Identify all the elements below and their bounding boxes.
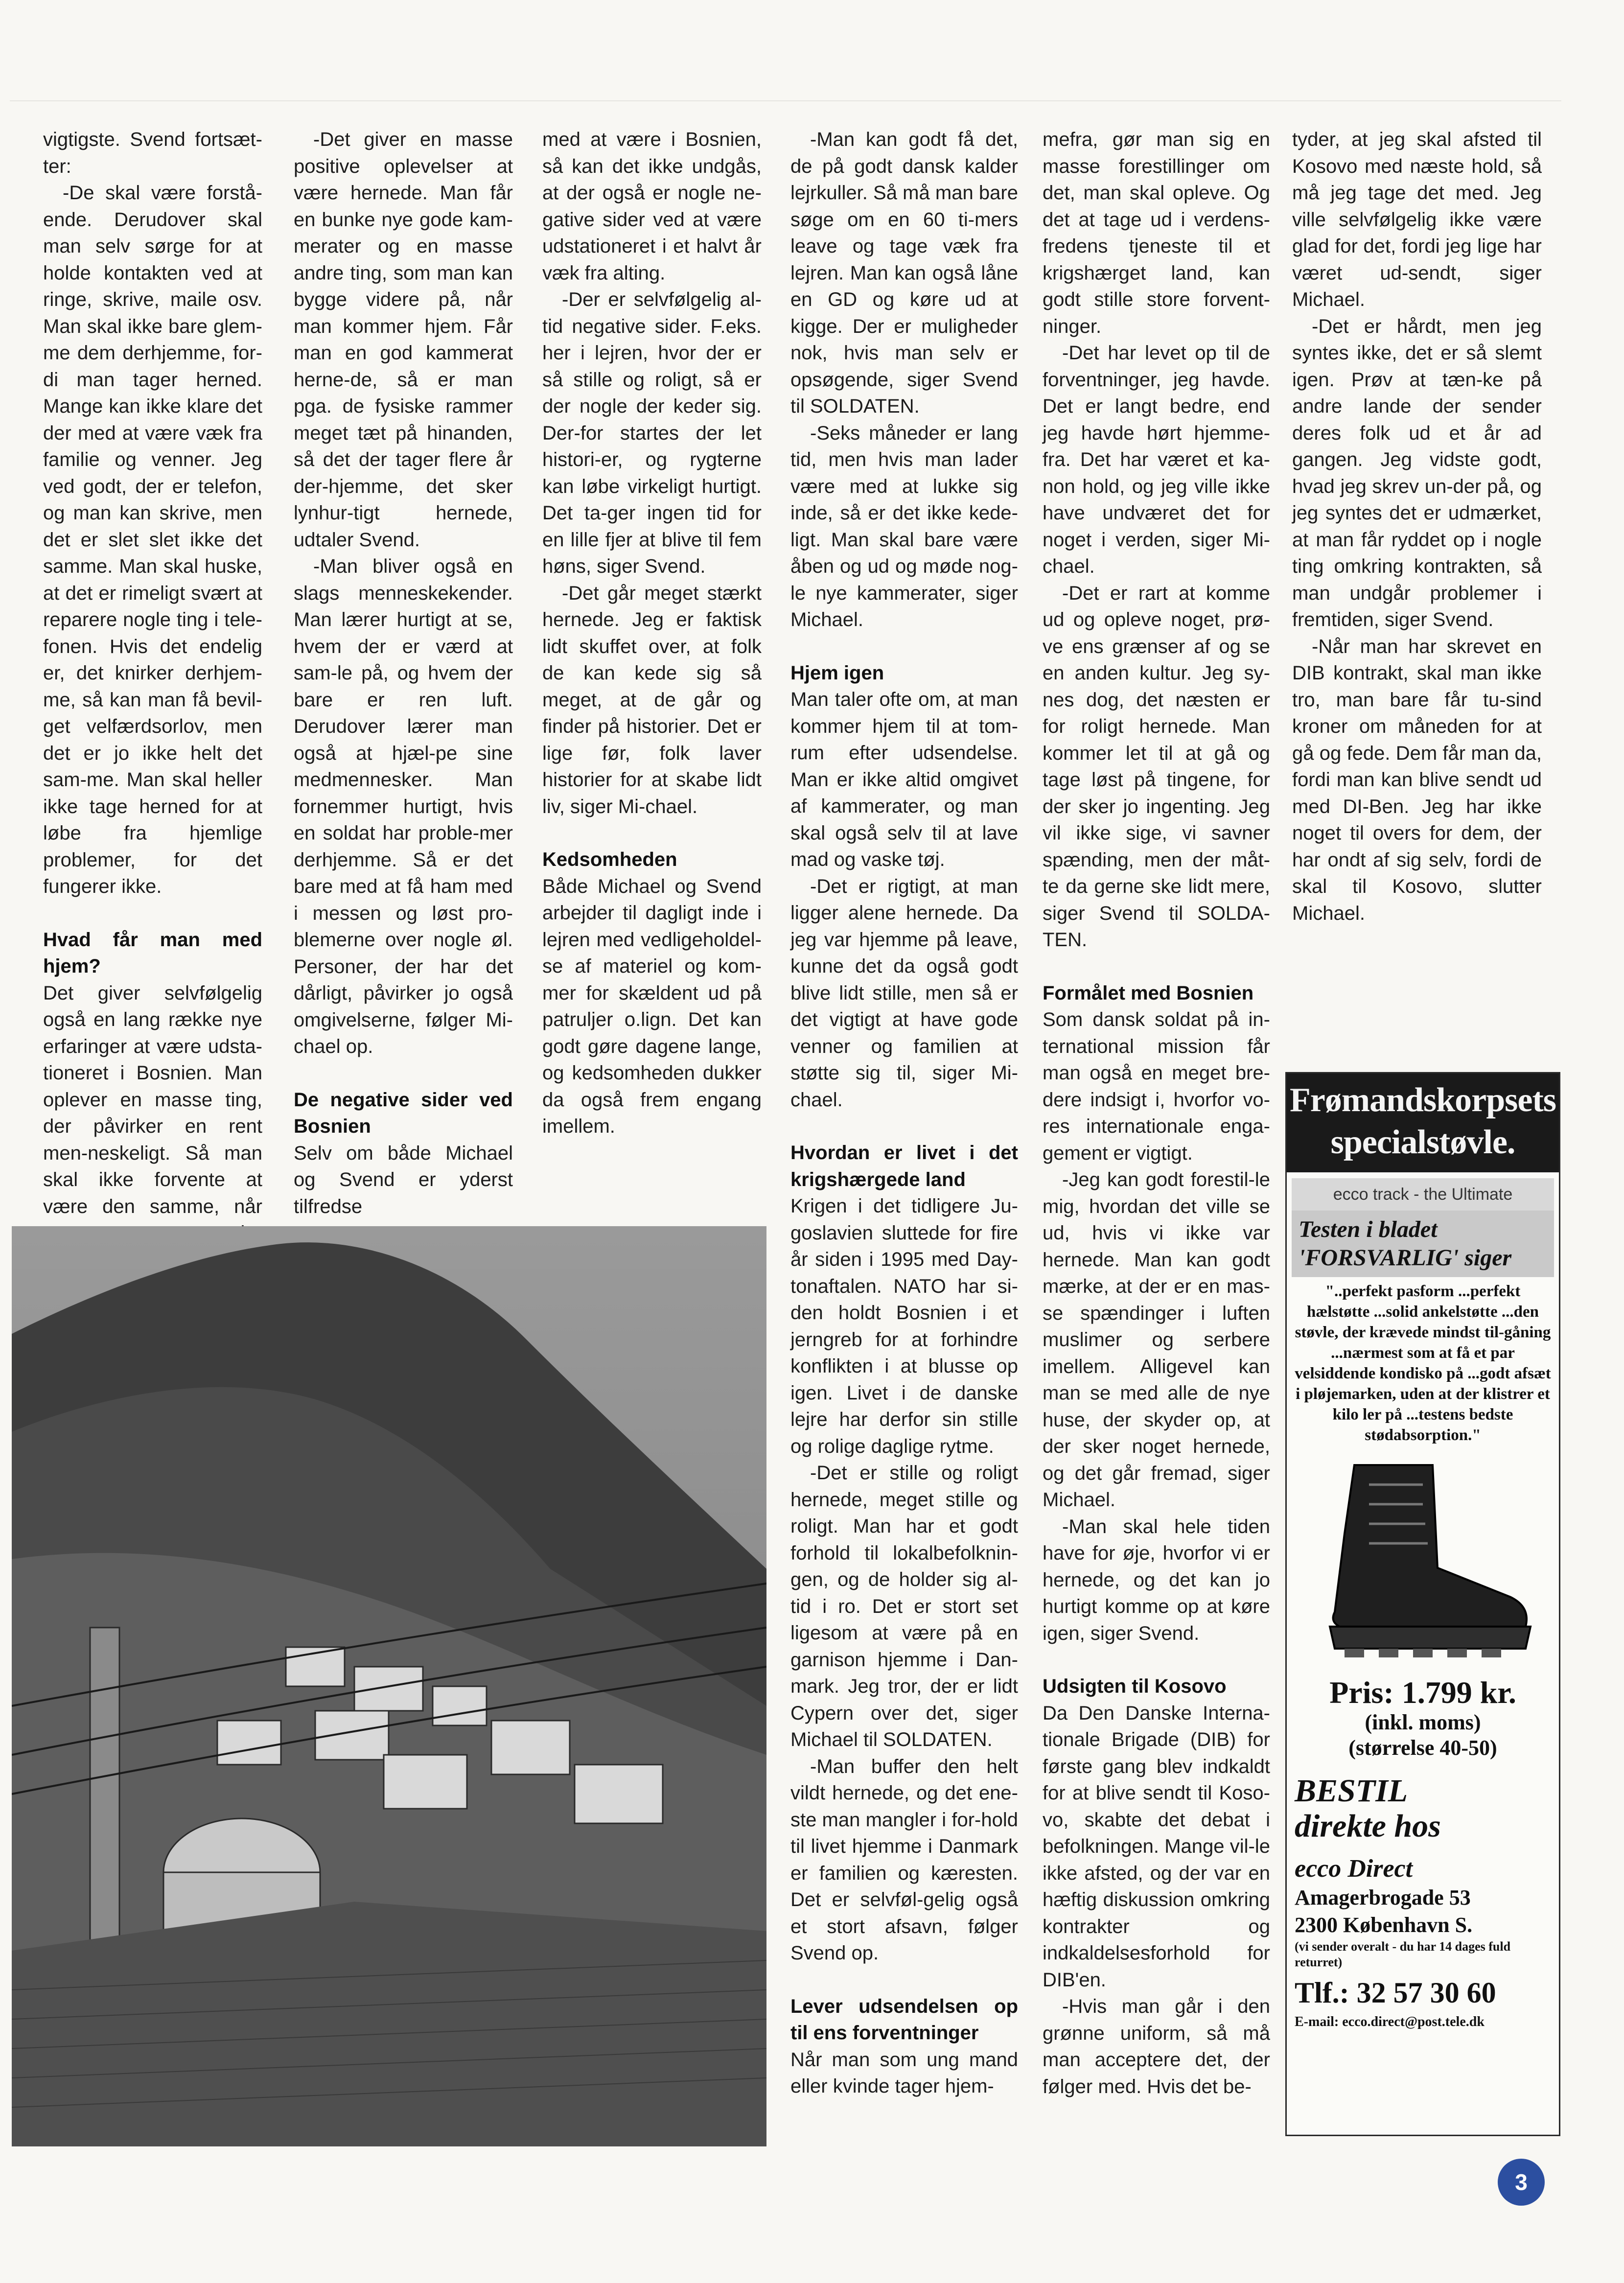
paragraph: med at være i Bosnien, så kan det ikke undgås, at der også er nogle ne-gative sider ved at være udstationeret i et halvt år væk fra alting.	[542, 129, 762, 284]
column-1	[43, 126, 262, 1273]
subheading: Lever udsendelsen op til ens forventninger	[790, 1995, 1018, 2044]
ad-note: (vi sender overalt - du har 14 dages fuld returret)	[1295, 1939, 1511, 1969]
paragraph: -Det går meget stærkt hernede. Jeg er faktisk lidt skuffet over, at folk de kan kede sig så meget, at de går og finder på historier. Det er lige før, folk laver historier for at skabe lidt liv, siger Mi-chael.	[542, 582, 762, 817]
paragraph: -Det er stille og roligt hernede, meget stille og roligt. Man har et godt forhold til lokalbefolknin-gen, og de holder sig al-tid i ro. Det er stort set ligesom at være på en garnison hjemme i Dan-mark. Jeg tror, der er lidt Cypern over det, siger Michael til SOLDATEN.	[790, 1462, 1018, 1750]
ad-ecco-direct: ecco Direct	[1295, 1855, 1413, 1883]
ad-size: (størrelse 40-50)	[1348, 1736, 1497, 1760]
ad-bestil: BESTIL	[1295, 1773, 1408, 1809]
subheading: Formålet med Bosnien	[1043, 982, 1254, 1004]
town-photo-illustration	[12, 1226, 766, 2146]
ad-moms: (inkl. moms)	[1365, 1710, 1481, 1734]
paragraph: Både Michael og Svend arbejder til dagligt inde i lejren med vedligeholdel-se af materiel og kom-mer for skældent ud på patruljer o.lign. Det kan godt gøre dagene lange, og kedsomheden dukker da også frem engang imellem.	[542, 875, 762, 1137]
ecco-advertisement	[1285, 1072, 1560, 2136]
column-2	[294, 126, 513, 1220]
subheading: Udsigten til Kosovo	[1043, 1676, 1227, 1697]
paragraph: Man taler ofte om, at man kommer hjem til at tom-rum efter udsendelse. Man er ikke altid omgivet af kammerater, og man skal også selv til at lave mad og vaske tøj.	[790, 689, 1018, 870]
paragraph: -Man kan godt få det, de på godt dansk kalder lejrkuller. Så må man bare søge om en 60 ti-mers leave og tage væk fra lejren. Man kan også låne en GD og køre ud at kigge. Der er muligheder nok, hvis man selv er opsøgende, siger Svend til SOLDATEN.	[790, 129, 1018, 417]
paragraph: -Det er rart at komme ud og opleve noget, prø-ve ens grænser af og se en anden kultur. Jeg sy-nes dog, det næsten er for roligt hernede. Man kommer let til at gå og tage løst på tingene, for der sker jo ingenting. Jeg vil ikke sige, vi savner spænding, men der måt-te da gerne ske lidt mere, siger Svend til SOLDA-TEN.	[1043, 582, 1270, 951]
paragraph: -Det er rigtigt, at man ligger alene hernede. Da jeg var hjemme på leave, kunne det da også godt blive lidt stille, men så er det vigtigt at have gode venner og familien at støtte sig til, siger Mi-chael.	[790, 875, 1018, 1111]
column-4	[790, 126, 1018, 2100]
column-5	[1043, 126, 1270, 2100]
boot-icon	[1310, 1455, 1535, 1661]
subheading: De negative sider ved Bosnien	[294, 1089, 513, 1137]
ad-email: E-mail: ecco.direct@post.tele.dk	[1295, 2014, 1485, 2029]
paragraph: -De skal være forstå-ende. Derudover skal man selv sørge for at holde kontakten ved at ringe, skrive, maile osv. Man skal ikke bare glem-me dem derhjemme, for-di man tager herned. Mange kan ikke klare det der med at være væk fra familie og venner. Jeg ved godt, der er telefon, og man kan skrive, men det er slet slet ikke det samme. Man skal huske, at det er rimeligt svært at reparere nogle ting i tele-fonen. Hvis det endelig er, det knirker derhjem-me, så kan man få bevil-get velfærdsorlov, men det er jo ikke helt det sam-me. Man skal heller ikke tage herned for at løbe fra hjemlige problemer, for det fungerer ikke.	[43, 182, 262, 897]
top-rule	[10, 100, 1561, 101]
paragraph: -Man bliver også en slags menneskekender. Man lærer hurtigt at se, hvem der er værd at sam-le på, og hvem der bare er ren luft. Derudover lærer man også at hjæl-pe sine medmennesker. Man fornemmer hurtigt, hvis en soldat har proble-mer derhjemme. Så er det bare med at få ham med i messen og løst pro-blemerne over nogle øl. Personer, der har det dårligt, påvirker jo også omgivelserne, følger Mi-chael op.	[294, 556, 513, 1057]
ad-track-label: ecco track - the Ultimate	[1292, 1178, 1554, 1211]
paragraph: mefra, gør man sig en masse forestillinger om det, man skal opleve. Og det at tage ud i verdens-fredens tjeneste til et krigshærget land, kan godt stille store forvent-ninger.	[1043, 129, 1270, 337]
paragraph: Det giver selvfølgelig også en lang række nye erfaringer at være udsta-tioneret i Bosnien. Man oplever en masse ting, der påvirker en rent men-neskeligt. Så man skal ikke forvente at være den samme, når	[43, 982, 262, 1217]
paragraph: -Det er hårdt, men jeg syntes ikke, det er så slemt igen. Prøv at tæn-ke på andre lande der sender deres folk ud et år ad gangen. Jeg vidste godt, hvad jeg skrev un-der på, og jeg syntes det er udmærket, at man får ryddet op i nogle ting omkring kontrakten, så man undgår problemer i fremtiden, siger Svend.	[1292, 315, 1542, 630]
paragraph: -Det giver en masse positive oplevelser at være hernede. Man får en bunke nye gode kam-merater og en masse andre ting, som man kan bygge videre på, når man kommer hjem. Får man en god kammerat herne-de, så er man pga. de fysiske rammer meget tæt på hinanden, så det der tager flere år der-hjemme, det sker lynhur-tigt hernede, udtaler Svend.	[294, 129, 513, 551]
ad-bestil-2: direkte hos	[1295, 1808, 1441, 1844]
paragraph: -Hvis man går i den grønne uniform, så må man acceptere det, der følger med. Hvis det be-	[1043, 1996, 1270, 2097]
paragraph: -Når man har skrevet en DIB kontrakt, skal man ikke tro, man bare får tu-sind kroner om måneden for at gå og fede. Dem får man da, fordi man kan blive sendt ud med DI-Ben. Jeg har ikke noget til overs for dem, der har ondt af sig selv, fordi de skal til Kosovo, slutter Michael.	[1292, 635, 1542, 924]
paragraph: -Der er selvfølgelig al-tid negative sider. F.eks. her i lejren, hvor der er så stille og roligt, så er der nogle der keder sig. Der-for startes der let histori-er, og rygterne kan løbe virkeligt hurtigt. Det ta-ger ingen tid for en lille fjer at blive til fem høns, siger Svend.	[542, 289, 762, 577]
subheading: Hjem igen	[790, 662, 884, 684]
paragraph: -Man skal hele tiden have for øje, hvorfor vi er hernede, og det kan jo hurtigt komme op at køre igen, siger Svend.	[1043, 1515, 1270, 1644]
town-photo	[12, 1226, 766, 2146]
subheading: Kedsomheden	[542, 849, 677, 870]
paragraph: vigtigste. Svend fortsæt-ter:	[43, 129, 262, 177]
ad-quote: "..perfekt pasform ...perfekt hælstøtte ...solid ankelstøtte ...den støvle, der krævede mindst til-gåning ...nærmest som at få et par velsiddende kondisko på ...godt afsæt i pløjemarken, uden at der klistrer et kilo ler på ...testens bedste stødabsorption."	[1295, 1282, 1551, 1444]
paragraph: tyder, at jeg skal afsted til Kosovo med næste hold, så må jeg tage det med. Jeg ville selvfølgelig ikke være glad for det, fordi jeg lige har været ud-sendt, siger Michael.	[1292, 129, 1542, 310]
paragraph: Da Den Danske Interna-tionale Brigade (DIB) for første gang blev indkaldt for at blive sendt til Koso-vo, skabte det debat i befolkningen. Mange vil-le ikke afsted, og der var en hæftig diskussion omkring kontrakter og indkaldelsesforhold for DIB'en.	[1043, 1702, 1270, 1991]
ad-price: Pris: 1.799 kr.	[1329, 1675, 1516, 1710]
paragraph: -Man buffer den helt vildt hernede, og det ene-ste man mangler i for-hold til livet hjemme i Danmark er familien og kæresten. Det er selvføl-gelig også et stort afsavn, følger Svend op.	[790, 1755, 1018, 1964]
ad-testen: Testen i bladet 'FORSVARLIG' siger	[1292, 1211, 1554, 1277]
paragraph: Krigen i det tidligere Ju-goslavien sluttede for fire år siden i 1995 med Day-tonaftalen. NATO har si-den holdt Bosnien i et jerngreb for at forhindre konflikten i at blusse op igen. Livet i de danske lejre har derfor sin stille og rolige daglige rytme.	[790, 1195, 1018, 1457]
paragraph: -Seks måneder er lang tid, men hvis man lader være med at lukke sig inde, så er det ikke kede-ligt. Man skal bare være åben og ud og møde nog-le nye kammerater, siger Michael.	[790, 422, 1018, 630]
paragraph: Selv om både Michael og Svend er yderst tilfredse	[294, 1142, 513, 1217]
subheading: Hvad får man med hjem?	[43, 929, 262, 977]
paragraph: -Det har levet op til de forventninger, jeg havde. Det er langt bedre, end jeg havde hørt hjemme-fra. Det har været et ka-non hold, og jeg ville ikke have undværet det for noget i verden, siger Mi-chael.	[1043, 342, 1270, 577]
paragraph: -Jeg kan godt forestil-le mig, hvordan det ville se ud, hvis vi ikke var hernede. Man kan godt mærke, at der er en mas-se spændinger i luften muslimer og serbere imellem. Alligevel kan man se med alle de nye huse, der skyder op, at der sker noget hernede, og det går fremad, siger Michael.	[1043, 1169, 1270, 1511]
ad-street: Amagerbrogade 53	[1295, 1886, 1471, 1910]
column-3	[542, 126, 762, 1140]
subheading: Hvordan er livet i det krigshærgede land	[790, 1142, 1018, 1190]
ad-city: 2300 København S.	[1295, 1913, 1473, 1937]
ad-banner: Frømandskorpsets specialstøvle.	[1287, 1073, 1559, 1172]
boot-image	[1310, 1455, 1535, 1661]
column-6	[1292, 126, 1542, 927]
paragraph: Når man som ung mand eller kvinde tager hjem-	[790, 2049, 1018, 2097]
page-number: 3	[1498, 2159, 1545, 2206]
paragraph: Som dansk soldat på in-ternational mission får man også en meget bre-dere indsigt i, hvorfor vo-res internationale enga-gement er vigtigt.	[1043, 1009, 1270, 1164]
ad-phone: Tlf.: 32 57 30 60	[1295, 1977, 1496, 2009]
